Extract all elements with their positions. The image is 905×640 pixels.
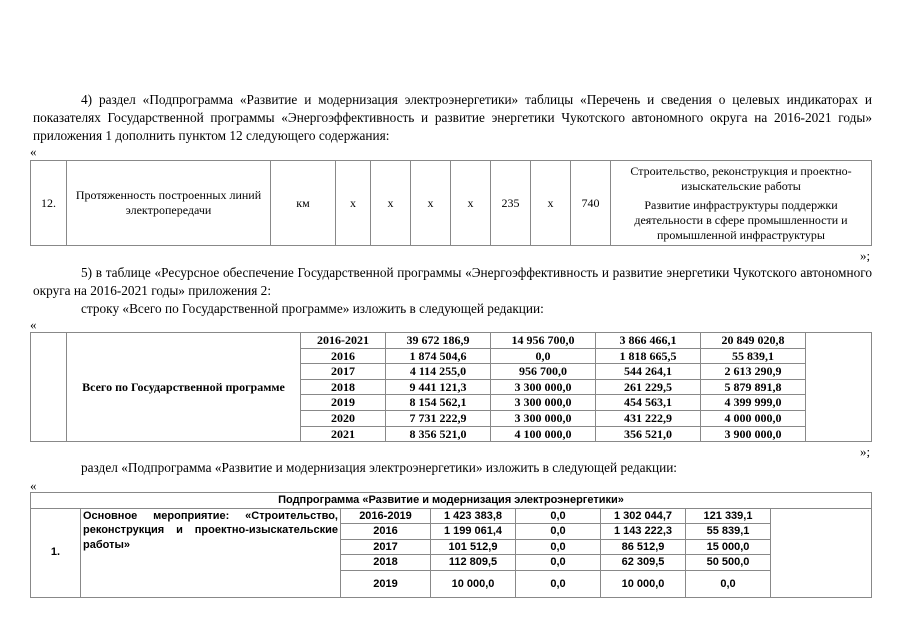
value-cell: 1 818 665,5 (596, 348, 701, 364)
value-cell: 4 000 000,0 (701, 410, 806, 426)
value-cell: 235 (491, 161, 531, 246)
paragraph-4: 4) раздел «Подпрограмма «Развитие и модернизация электроэнергетики» таблицы «Перечень и сведения о целевых индикаторах и показателях Государственной программы «Энергоэффективность и развитие энергетики Чукотского автономного округа на 2016-2021 годы» приложения 1 дополнить пунктом 12 следующего содержания: (33, 92, 872, 143)
value-cell: 4 399 999,0 (701, 395, 806, 411)
row-number: 12. (31, 161, 67, 246)
empty-cell (806, 333, 872, 442)
value-cell: 4 114 255,0 (386, 364, 491, 380)
value-cell: 1 302 044,7 (601, 508, 686, 524)
year-cell: 2021 (301, 426, 386, 442)
value-cell: 956 700,0 (491, 364, 596, 380)
total-label: Всего по Государственной программе (67, 333, 301, 442)
value-cell: 8 356 521,0 (386, 426, 491, 442)
value-cell: 50 500,0 (686, 555, 771, 571)
value-cell: 101 512,9 (431, 539, 516, 555)
empty-cell (31, 333, 67, 442)
value-cell: 10 000,0 (601, 570, 686, 597)
activity-name: Основное мероприятие: «Строительство, реконструкция и проектно-изыскательские работы» (81, 508, 341, 597)
open-quote: « (30, 144, 37, 159)
value-cell: 1 423 383,8 (431, 508, 516, 524)
value-cell: 454 563,1 (596, 395, 701, 411)
open-quote: « (30, 478, 37, 493)
value-cell: 0,0 (516, 555, 601, 571)
value-cell: 55 839,1 (686, 524, 771, 540)
value-cell: 10 000,0 (431, 570, 516, 597)
value-cell: x (451, 161, 491, 246)
year-cell: 2016 (341, 524, 431, 540)
value-cell: 14 956 700,0 (491, 333, 596, 349)
empty-cell (771, 508, 872, 597)
indicator-table (30, 160, 872, 246)
value-cell: 3 900 000,0 (701, 426, 806, 442)
value-cell: 3 300 000,0 (491, 410, 596, 426)
value-cell: 7 731 222,9 (386, 410, 491, 426)
note-2: Развитие инфраструктуры поддержки деятельности в сфере промышленности и промышленной инфраструктуры (611, 196, 872, 246)
value-cell: x (411, 161, 451, 246)
subprogram-table (30, 492, 872, 598)
value-cell: 356 521,0 (596, 426, 701, 442)
value-cell: 2 613 290,9 (701, 364, 806, 380)
value-cell: 0,0 (491, 348, 596, 364)
value-cell: 8 154 562,1 (386, 395, 491, 411)
year-cell: 2016-2021 (301, 333, 386, 349)
paragraph-5: 5) в таблице «Ресурсное обеспечение Государственной программы «Энергоэффективность и развитие энергетики Чукотского автономного округа на 2016-2021 годы» приложения 2: (33, 265, 872, 298)
value-cell: 3 300 000,0 (491, 395, 596, 411)
value-cell: 0,0 (516, 570, 601, 597)
value-cell: 3 866 466,1 (596, 333, 701, 349)
year-cell: 2017 (301, 364, 386, 380)
year-cell: 2019 (341, 570, 431, 597)
subprogram-header: Подпрограмма «Развитие и модернизация электроэнергетики» (31, 493, 872, 509)
paragraph-5b: строку «Всего по Государственной программе» изложить в следующей редакции: (81, 301, 544, 316)
year-cell: 2020 (301, 410, 386, 426)
value-cell: x (371, 161, 411, 246)
open-quote: « (30, 317, 37, 332)
value-cell: 0,0 (516, 508, 601, 524)
value-cell: 5 879 891,8 (701, 379, 806, 395)
value-cell: 112 809,5 (431, 555, 516, 571)
value-cell: 0,0 (516, 539, 601, 555)
close-quote: »; (860, 248, 871, 263)
row-number: 1. (31, 508, 81, 597)
value-cell: x (336, 161, 371, 246)
table-row (31, 508, 872, 524)
value-cell: 15 000,0 (686, 539, 771, 555)
year-cell: 2019 (301, 395, 386, 411)
resource-table (30, 332, 872, 442)
value-cell: 544 264,1 (596, 364, 701, 380)
value-cell: 1 874 504,6 (386, 348, 491, 364)
value-cell: 62 309,5 (601, 555, 686, 571)
value-cell: 740 (571, 161, 611, 246)
table-row (31, 161, 872, 196)
value-cell: 3 300 000,0 (491, 379, 596, 395)
value-cell: 121 339,1 (686, 508, 771, 524)
paragraph-6: раздел «Подпрограмма «Развитие и модернизация электроэнергетики» изложить в следующей редакции: (81, 460, 678, 475)
value-cell: 39 672 186,9 (386, 333, 491, 349)
table-row (31, 333, 872, 349)
value-cell: 261 229,5 (596, 379, 701, 395)
value-cell: 0,0 (516, 524, 601, 540)
value-cell: 0,0 (686, 570, 771, 597)
year-cell: 2017 (341, 539, 431, 555)
value-cell: 1 199 061,4 (431, 524, 516, 540)
unit: км (271, 161, 336, 246)
value-cell: 9 441 121,3 (386, 379, 491, 395)
year-cell: 2018 (341, 555, 431, 571)
value-cell: 86 512,9 (601, 539, 686, 555)
value-cell: 4 100 000,0 (491, 426, 596, 442)
value-cell: 431 222,9 (596, 410, 701, 426)
year-cell: 2018 (301, 379, 386, 395)
value-cell: 1 143 222,3 (601, 524, 686, 540)
note-1: Строительство, реконструкция и проектно-изыскательские работы (611, 161, 872, 196)
year-cell: 2016 (301, 348, 386, 364)
value-cell: x (531, 161, 571, 246)
year-cell: 2016-2019 (341, 508, 431, 524)
value-cell: 20 849 020,8 (701, 333, 806, 349)
value-cell: 55 839,1 (701, 348, 806, 364)
close-quote: »; (860, 444, 871, 459)
indicator-name: Протяженность построенных линий электропередачи (67, 161, 271, 246)
